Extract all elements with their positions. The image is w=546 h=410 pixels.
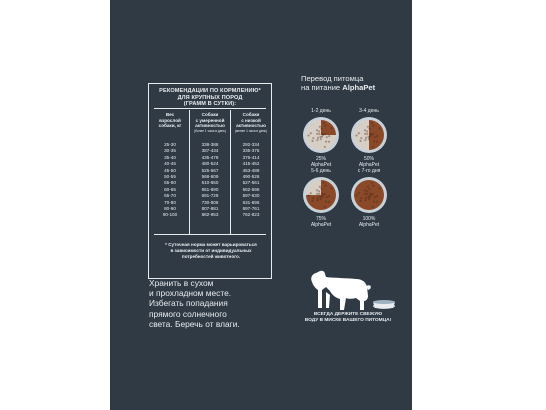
table-cell: 651-690	[201, 186, 219, 192]
table-cell: 691-729	[201, 193, 219, 199]
table-cell: 80-90	[164, 206, 176, 212]
low-column-header	[231, 112, 271, 133]
table-cell: 415-452	[242, 161, 260, 167]
feeding-note	[154, 242, 268, 259]
stage-period: 1-2 день	[311, 108, 331, 114]
storage-line: Хранить в сухом	[149, 278, 214, 288]
table-cell: 525-567	[201, 167, 219, 173]
table-cell: 40-45	[164, 161, 176, 167]
storage-line: и прохладном месте.	[149, 288, 232, 299]
feeding-title-line: РЕКОМЕНДАЦИИ ПО КОРМЛЕНИЮ*	[159, 88, 261, 94]
food-bowl-icon	[301, 175, 341, 215]
stage-percent: 100%	[362, 216, 376, 222]
table-cell: 35-40	[164, 154, 176, 160]
transition-title-prefix: на питание	[301, 83, 343, 92]
table-cell: 568-609	[201, 174, 219, 180]
stage-period: 5-6 день	[311, 168, 331, 174]
table-cell: 30-35	[164, 148, 176, 154]
stage-percent: 75%	[315, 216, 326, 222]
dog-with-bowl-icon	[306, 268, 398, 312]
stage-brand: AlphaPet	[358, 222, 380, 228]
feeding-title	[149, 88, 271, 108]
table-cell: 453-489	[242, 167, 260, 173]
header-line: с умеренной	[195, 117, 225, 123]
table-cell: 60-65	[164, 186, 176, 192]
water-reminder	[290, 312, 406, 324]
table-cell: 480-524	[201, 161, 219, 167]
stage-brand: AlphaPet	[310, 162, 332, 168]
transition-stage	[348, 168, 390, 228]
header-line: Собаки	[201, 112, 219, 117]
header-line: активностью	[195, 123, 225, 129]
table-cell: 55-60	[164, 180, 176, 186]
food-bowl-icon	[349, 175, 389, 215]
table-cell: 597-630	[242, 193, 260, 199]
stage-period: 3-4 день	[359, 108, 379, 114]
table-cell: 527-561	[242, 180, 260, 186]
table-cell: 45-50	[164, 167, 176, 173]
header-line: с низкой	[241, 117, 261, 123]
table-cell: 70-80	[164, 199, 176, 205]
brand-name: AlphaPet	[342, 83, 376, 92]
table-cell: 338-386	[201, 142, 219, 147]
moderate-column-header	[190, 112, 230, 133]
food-bowl-icon	[349, 115, 389, 155]
table-cell: 610-650	[201, 180, 219, 186]
weight-column	[152, 142, 188, 219]
table-cell: 882-953	[201, 212, 219, 218]
transition-title-line: Перевод питомца	[301, 74, 364, 83]
header-line: собаки, кг	[158, 123, 182, 129]
table-cell: 50-55	[164, 174, 176, 180]
feeding-title-line: ДЛЯ КРУПНЫХ ПОРОД	[177, 94, 243, 101]
note-line: потребностей животного.	[181, 253, 241, 259]
moderate-column	[190, 142, 230, 219]
table-cell: 25-30	[164, 142, 176, 147]
header-line: активностью	[236, 123, 266, 129]
table-cell: 90-100	[162, 212, 178, 218]
table-cell: 562-596	[242, 186, 260, 192]
table-cell: 292-334	[242, 142, 260, 147]
header-sub: (менее 1 часа в день)	[234, 128, 268, 133]
water-line: ВСЕГДА ДЕРЖИТЕ СВЕЖУЮ	[313, 312, 383, 317]
stage-brand: AlphaPet	[358, 162, 380, 168]
table-cell: 730-806	[201, 199, 219, 205]
table-cell: 335-375	[242, 148, 260, 154]
weight-column-header	[152, 112, 188, 129]
header-line: Собаки	[242, 112, 260, 117]
table-cell: 490-526	[242, 174, 260, 180]
table-cell: 762-823	[242, 212, 260, 218]
note-line: * Суточная норма может варьироваться	[165, 242, 257, 247]
table-cell: 631-696	[242, 199, 260, 205]
storage-text	[149, 278, 240, 329]
stage-brand: AlphaPet	[310, 222, 332, 228]
divider	[154, 234, 266, 235]
table-cell: 807-881	[201, 206, 219, 212]
transition-stage	[300, 168, 342, 228]
stage-period: с 7-го дня	[357, 168, 381, 174]
feeding-title-line: (ГРАММ В СУТКИ):	[183, 101, 237, 108]
header-line: взрослой	[159, 117, 181, 123]
stage-percent: 50%	[363, 156, 374, 162]
divider	[154, 108, 266, 109]
note-line: в зависимости от индивидуальных	[170, 247, 252, 253]
food-bowl-icon	[301, 115, 341, 155]
table-cell: 435-479	[201, 154, 219, 160]
stage-percent: 25%	[315, 156, 326, 162]
table-cell: 65-70	[164, 193, 176, 199]
table-cell: 697-761	[242, 206, 260, 212]
water-line: ВОДУ В МИСКЕ ВАШЕГО ПИТОМЦА!	[304, 318, 392, 323]
transition-title	[301, 74, 375, 92]
feeding-table	[148, 83, 272, 279]
low-column	[231, 142, 271, 219]
storage-line: Избегать попадания	[149, 298, 228, 309]
table-cell: 387-434	[201, 148, 219, 154]
header-line: Вес	[165, 112, 175, 117]
storage-line: света. Беречь от влаги.	[149, 318, 240, 329]
transition-stage	[348, 108, 390, 168]
header-sub: (более 1 часа в день)	[194, 128, 226, 133]
transition-stage	[300, 108, 342, 168]
storage-line: прямого солнечного	[149, 308, 227, 319]
table-cell: 376-414	[242, 154, 260, 160]
